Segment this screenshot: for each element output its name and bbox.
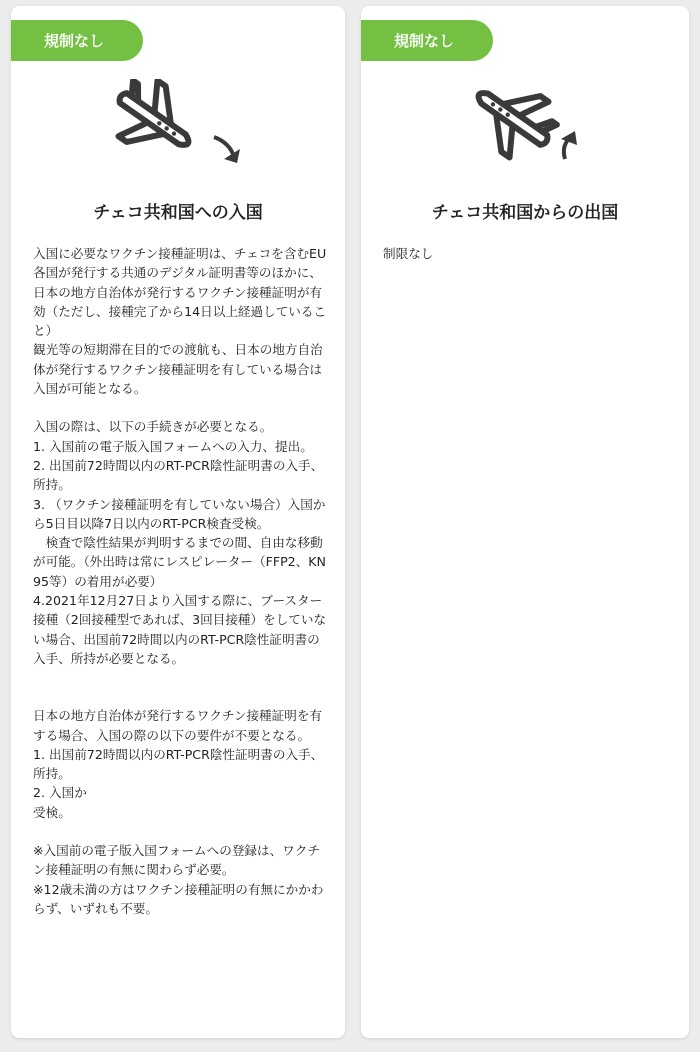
entry-card bbox=[11, 6, 345, 1038]
entry-requirements-text bbox=[33, 244, 329, 918]
page-title: チェコ共和国からの出国 bbox=[431, 203, 619, 223]
entry-paragraph: ※入国前の電子版入国フォームへの登録は、ワクチン接種証明の有無に関わらず必要。 ※12歳未満の方はワクチン接種証明の有無にかかわらず、いずれも不要。 bbox=[33, 843, 324, 916]
status-badge: 規制なし bbox=[361, 20, 493, 61]
exit-card bbox=[361, 6, 689, 1038]
airplane-arrival-icon bbox=[106, 79, 246, 169]
exit-paragraph: 制限なし bbox=[383, 246, 434, 261]
entry-paragraph: 入国に必要なワクチン接種証明は、チェコを含むEU各国が発行する共通のデジタル証明書等のほかに、日本の地方自治体が発行するワクチン接種証明が有効（ただし、接種完了から14日以上経過していること） 観光等の短期滞在目的での渡航も、日本の地方自治体が発行するワクチン接種証明を有している場合は入国が可能となる。 bbox=[33, 246, 327, 397]
entry-paragraph: 入国の際は、以下の手続きが必要となる。 1. 入国前の電子版入国フォームへの入力、提出。 2. 出国前72時間以内のRT-PCR陰性証明書の入手、所持。 3. （ワクチン接種証明を有していない場合）入国から5日目以降7日以内のRT-PCR検査受検。 検査で陰性結果が判明するまでの間、自由な移動が可能。（外出時は常にレスピレーター（FFP2、KN95等）の着用が必要） 4.2021年12月27日より入国する際に、ブースター接種（2回接種型であれば、3回目接種）をしていない場合、出国前72時間以内のRT-PCR陰性証明書の入手、所持が必要となる。 bbox=[33, 419, 327, 666]
airplane-departure-icon bbox=[453, 79, 593, 169]
page-title: チェコ共和国への入国 bbox=[93, 203, 263, 223]
exit-requirements-text bbox=[383, 244, 673, 263]
status-badge: 規制なし bbox=[11, 20, 143, 61]
entry-paragraph: 日本の地方自治体が発行するワクチン接種証明を有する場合、入国の際の以下の要件が不要となる。 1. 出国前72時間以内のRT-PCR陰性証明書の入手、所持。 2. 入国か 受検。 bbox=[33, 708, 324, 820]
